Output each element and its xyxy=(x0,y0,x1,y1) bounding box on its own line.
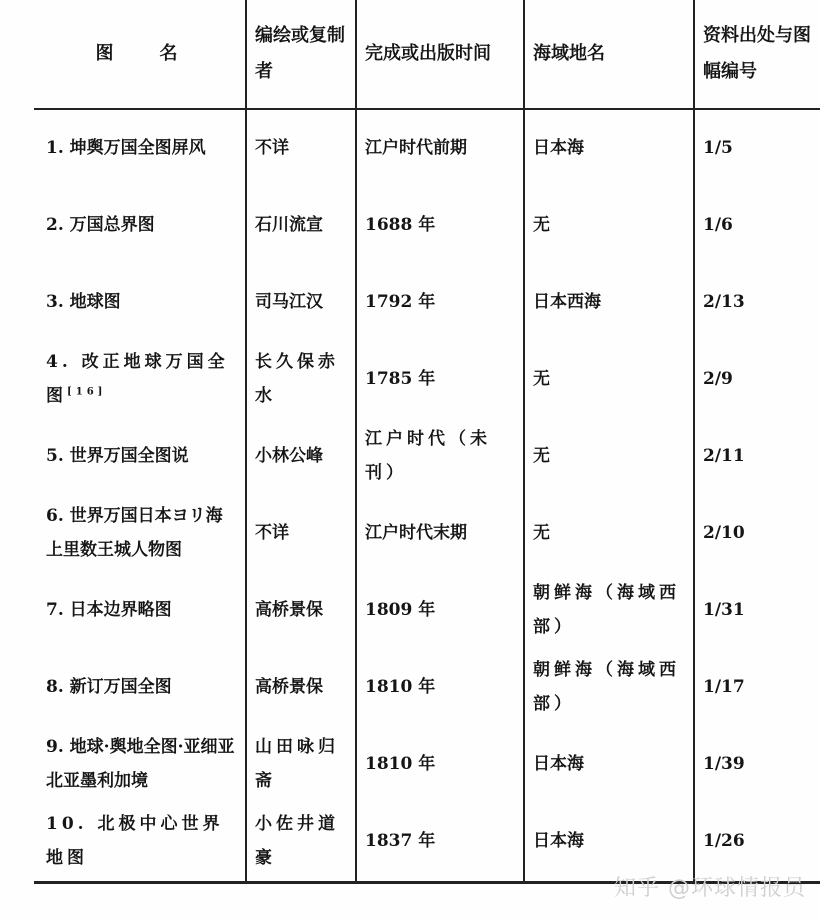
cell-sea-name: 无 xyxy=(524,494,694,571)
cell-map-name: 9. 地球·舆地全图·亚细亚北亚墨利加境 xyxy=(46,736,235,791)
cell-sea-name: 朝鲜海（海域西部） xyxy=(524,571,694,648)
table-row xyxy=(34,186,820,263)
table-row xyxy=(34,109,820,186)
cell-source: 1/17 xyxy=(694,648,820,725)
cell-map-name: 8. 新订万国全图 xyxy=(46,676,172,697)
table-row xyxy=(34,725,820,802)
cell-map-name: 1. 坤舆万国全图屏风 xyxy=(46,138,206,158)
cell-source: 1/39 xyxy=(694,725,820,802)
table-row xyxy=(34,648,820,725)
cell-author: 小佐井道豪 xyxy=(246,802,356,882)
cell-source: 2/11 xyxy=(694,417,820,494)
table-row xyxy=(34,571,820,648)
cell-map-name: 4. 改正地球万国全图[16] xyxy=(46,351,229,406)
cell-sea-name: 日本西海 xyxy=(524,263,694,340)
cell-date: 1837 年 xyxy=(356,802,524,882)
cell-date: 1688 年 xyxy=(356,186,524,263)
cell-date: 江户时代末期 xyxy=(356,494,524,571)
cell-source: 2/9 xyxy=(694,340,820,417)
cell-source: 1/6 xyxy=(694,186,820,263)
table-row xyxy=(34,802,820,882)
cell-map-name: 6. 世界万国日本ヨリ海上里数王城人物图 xyxy=(46,505,223,560)
cell-date: 江户时代前期 xyxy=(356,109,524,186)
cell-sea-name: 日本海 xyxy=(524,109,694,186)
header-author: 编绘或复制者 xyxy=(246,0,356,109)
cell-map-name: 10. 北极中心世界地图 xyxy=(46,814,224,869)
header-row xyxy=(34,0,820,109)
cell-source: 1/31 xyxy=(694,571,820,648)
cell-source: 2/10 xyxy=(694,494,820,571)
cell-date: 1792 年 xyxy=(356,263,524,340)
watermark-text: 知乎 @环球情报员 xyxy=(614,876,806,901)
cell-map-name: 2. 万国总界图 xyxy=(46,214,155,235)
cell-source: 1/26 xyxy=(694,802,820,882)
cell-author: 不详 xyxy=(246,494,356,571)
cell-author: 山田咏归斋 xyxy=(246,725,356,802)
cell-author: 高桥景保 xyxy=(246,571,356,648)
cell-sea-name: 无 xyxy=(524,340,694,417)
cell-date: 1809 年 xyxy=(356,571,524,648)
header-source: 资料出处与图幅编号 xyxy=(694,0,820,109)
cell-date: 1785 年 xyxy=(356,340,524,417)
table-header xyxy=(34,0,820,109)
cell-sea-name: 无 xyxy=(524,417,694,494)
table-row xyxy=(34,340,820,417)
cell-date: 江户时代（未刊） xyxy=(356,417,524,494)
map-list-table xyxy=(34,0,820,884)
cell-source: 2/13 xyxy=(694,263,820,340)
cell-sea-name: 朝鲜海（海域西部） xyxy=(524,648,694,725)
cell-author: 不详 xyxy=(246,109,356,186)
table-row xyxy=(34,263,820,340)
table-row xyxy=(34,417,820,494)
table-body xyxy=(34,109,820,882)
cell-sea-name: 日本海 xyxy=(524,802,694,882)
footnote-ref: [16] xyxy=(67,385,107,397)
cell-author: 高桥景保 xyxy=(246,648,356,725)
header-map-name: 图名 xyxy=(95,43,224,64)
header-date: 完成或出版时间 xyxy=(356,0,524,109)
cell-author: 小林公峰 xyxy=(246,417,356,494)
table-row xyxy=(34,494,820,571)
cell-map-name: 5. 世界万国全图说 xyxy=(46,445,189,466)
header-sea-name: 海域地名 xyxy=(524,0,694,109)
cell-date: 1810 年 xyxy=(356,648,524,725)
cell-sea-name: 无 xyxy=(524,186,694,263)
cell-map-name: 7. 日本边界略图 xyxy=(46,599,172,620)
cell-author: 长久保赤水 xyxy=(246,340,356,417)
cell-map-name: 3. 地球图 xyxy=(46,291,121,312)
cell-date: 1810 年 xyxy=(356,725,524,802)
cell-source: 1/5 xyxy=(694,109,820,186)
cell-author: 司马江汉 xyxy=(246,263,356,340)
cell-sea-name: 日本海 xyxy=(524,725,694,802)
cell-author: 石川流宣 xyxy=(246,186,356,263)
